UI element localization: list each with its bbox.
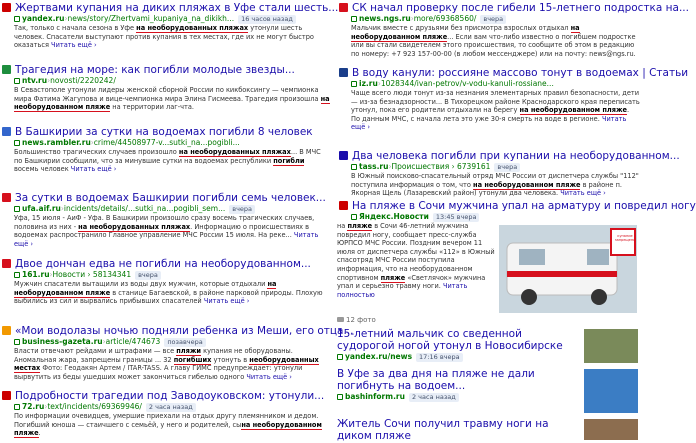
site-favicon-icon [339, 201, 348, 210]
search-result [337, 200, 696, 326]
result-domain[interactable]: news.ngs.ru [359, 14, 411, 23]
result-url[interactable] [337, 352, 580, 362]
search-result [0, 2, 339, 62]
time-badge: вчера [135, 271, 161, 280]
site-favicon-icon [2, 391, 11, 400]
result-url[interactable] [14, 76, 330, 86]
site-favicon-icon [2, 259, 11, 268]
search-result [0, 325, 354, 388]
result-title-link[interactable]: В воду канули: россияне массово тонут в водоемах | Статьи [352, 67, 689, 79]
result-title-link[interactable]: СК начал проверку после гибели 15-летнего подростка на... [352, 2, 689, 14]
lock-icon [14, 206, 20, 212]
url-separator: › [90, 138, 94, 147]
result-title-link[interactable]: Жертвами купания на диких пляжах в Уфе стали шесть... [15, 2, 339, 14]
time-badge: 2 часа назад [409, 393, 459, 402]
result-title-link[interactable]: Трагедия на море: как погибли молодые звезды... [15, 64, 295, 76]
result-url[interactable] [337, 392, 580, 402]
result-title[interactable] [0, 64, 330, 76]
result-title[interactable] [337, 67, 689, 79]
result-path[interactable]: incidents/details/...sutki_na...pogibli_sem... [63, 204, 226, 213]
site-favicon-icon [339, 68, 348, 77]
lock-icon [351, 81, 357, 87]
result-title-link[interactable]: В Уфе за два дня на пляже не дали погибнуть на водоем... [337, 368, 535, 392]
lock-icon [14, 339, 20, 345]
url-separator: › [377, 79, 381, 88]
result-snippet-text: Большинство трагических случаев произошло на необорудованных пляжах... В МЧС по Башкирии сообщили, что за минувшие сутки на водоемах республики погибли восемь человек [14, 148, 321, 174]
site-favicon-icon [2, 127, 11, 136]
result-path[interactable]: Происшествия › 6739161 [391, 162, 491, 171]
result-title[interactable] [337, 418, 580, 442]
lock-icon [14, 140, 20, 146]
site-favicon-icon [339, 151, 348, 160]
time-badge: 13:45 вчера [433, 213, 480, 222]
site-favicon-icon [2, 65, 11, 74]
result-title-link[interactable]: Два человека погибли при купании на необорудованном... [352, 150, 680, 162]
result-title[interactable] [0, 192, 330, 204]
url-separator: › [47, 76, 51, 85]
time-badge: 16 часов назад [238, 15, 296, 24]
result-snippet [14, 347, 330, 381]
result-snippet-text: Уфа, 15 июля - АиФ - Уфа. В Башкирии произошло сразу восемь трагических случаев, половина из них - на необорудованных пляжах. Информацию о происшествиях в водоемах распространило Главное управление МЧС России 15 июля. На реке... [14, 214, 315, 240]
search-result [337, 328, 640, 366]
result-url[interactable] [14, 337, 330, 347]
url-separator: › [388, 162, 392, 171]
result-path[interactable]: more/69368560/ [413, 14, 477, 23]
result-domain[interactable]: business-gazeta.ru [22, 337, 103, 346]
url-separator: › [410, 14, 414, 23]
result-title[interactable] [0, 126, 330, 138]
search-result [0, 390, 330, 443]
news-thumbnail[interactable] [584, 419, 638, 440]
result-snippet [337, 222, 495, 299]
result-snippet [351, 24, 640, 58]
url-separator: › [64, 14, 68, 23]
result-domain[interactable]: ntv.ru [22, 76, 48, 85]
result-snippet-text: Чаще всего люди тонут из-за незнания элементарных правил безопасности, дети — из-за безнадзорности... В Тихорецком районе Краснодарского края переписать утонул, пока его родители отдыхали на берегу на необорудованном пляже. По данным МЧС, с начала лета это уже 30-я смерть на воде в регионе. [351, 89, 640, 123]
time-badge: 17:16 вчера [416, 353, 463, 362]
result-domain[interactable]: bashinform.ru [345, 392, 405, 401]
result-url[interactable] [351, 212, 640, 222]
result-snippet [14, 412, 330, 438]
result-title-link[interactable]: 15-летний мальчик со сведенной судорогой ногой утонул в Новосибирске [337, 328, 563, 352]
result-domain[interactable]: yandex.ru [22, 14, 65, 23]
read-more-link[interactable]: Читать ещё › [203, 297, 250, 306]
camera-icon [337, 317, 344, 322]
result-snippet-text: В Южный поисково-спасательный отряд МЧС России от диспетчера службы "112" поступила информация о том, что на необорудованном пляже в районе п. Якорная Щель (Лазаревский район) утонули два человека. [351, 172, 639, 198]
result-snippet [14, 148, 330, 174]
photo-sign-text: купание запрещено [614, 234, 636, 242]
site-favicon-icon [2, 326, 11, 335]
result-snippet [351, 172, 640, 198]
result-snippet-text: В Севастополе утонули лидеры женской сборной России по кикбоксингу — чемпионка мира Фатима Жагупова и вице-чемпионка мира Элина Гисмеева. Трагедия произошла на необорудованном пляже на территории лаг-чта. [14, 86, 330, 112]
result-domain[interactable]: tass.ru [359, 162, 389, 171]
search-result [0, 192, 330, 256]
result-title-link[interactable]: Двое дончан едва не погибли на необорудованном... [15, 258, 311, 270]
result-url[interactable] [14, 402, 330, 412]
url-separator: › [60, 204, 64, 213]
photo-count-label: 12 фото [346, 316, 376, 324]
result-snippet-text: Мальчик вместе с друзьями без присмотра взрослых отдыхал на необорудованном пляже... Если вам что-либо известно о погибшем подростке или вы стали свидетелем этого происшествия, то сообщите об этом в редакцию по номеру: +7 923 157-00-00 (в любом мессенджере) или на почту: news@ngs.ru. [351, 24, 636, 58]
read-more-link[interactable]: Читать ещё › [70, 165, 117, 174]
site-favicon-icon [2, 193, 11, 202]
time-badge: вчера [480, 15, 506, 24]
search-result [337, 67, 689, 148]
result-path[interactable]: text/incidents/69369946/ [47, 402, 142, 411]
news-thumbnail[interactable] [584, 369, 638, 413]
result-url[interactable] [351, 79, 640, 89]
search-result [0, 258, 330, 323]
url-separator: › [44, 402, 48, 411]
result-title[interactable] [0, 2, 339, 14]
result-title-link[interactable]: Подробности трагедии под Заводоуковском: утонули... [15, 390, 325, 402]
read-more-link[interactable]: Читать ещё › [560, 189, 606, 198]
result-title-link[interactable]: На пляже в Сочи мужчина упал на арматуру и повредил ногу [352, 200, 696, 212]
result-url[interactable] [14, 14, 330, 24]
result-title[interactable] [0, 390, 330, 402]
read-more-link[interactable]: Читать ещё › [351, 114, 627, 132]
search-result [0, 126, 330, 190]
url-separator: › [102, 337, 106, 346]
result-path[interactable]: Новости › 58134341 [52, 270, 132, 279]
result-title[interactable] [337, 150, 680, 162]
result-title[interactable] [0, 325, 354, 337]
result-domain[interactable]: yandex.ru/news [345, 352, 413, 361]
result-url[interactable] [351, 14, 640, 24]
search-result [337, 2, 689, 65]
result-domain[interactable]: iz.ru [359, 79, 378, 88]
search-result [337, 368, 640, 416]
result-snippet [14, 86, 330, 112]
lock-icon [337, 354, 343, 360]
result-path[interactable]: 1028344/ivan-petrov/v-vodu-kanuli-rossiane... [380, 79, 554, 88]
result-title[interactable] [337, 368, 580, 392]
result-domain[interactable]: Яндекс.Новости [359, 212, 429, 221]
result-title[interactable] [337, 328, 580, 352]
result-title-link[interactable]: Житель Сочи получил травму ноги на диком пляже [337, 418, 549, 442]
result-path[interactable]: novosti/2220242/ [50, 76, 116, 85]
lock-icon [337, 394, 343, 400]
time-badge: позавчера [164, 338, 205, 347]
read-more-link[interactable]: Читать ещё › [246, 372, 292, 381]
lock-icon [351, 164, 357, 170]
search-result [337, 150, 680, 198]
time-badge: вчера [229, 205, 255, 214]
lock-icon [14, 16, 20, 22]
result-snippet-text: Так, только с начала сезона в Уфе на необорудованных пляжах утонули шесть человек. Спасатели выступают против купания в тех местах, где их не могут быстро оказаться [14, 24, 314, 50]
result-url[interactable] [351, 162, 640, 172]
result-domain[interactable]: 72.ru [22, 402, 45, 411]
lock-icon [14, 272, 20, 278]
result-title[interactable] [337, 200, 696, 212]
read-more-link[interactable]: Читать полностью [337, 282, 468, 299]
result-path[interactable]: crime/44508977-v...sutki_na...pogibli... [93, 138, 240, 147]
result-url[interactable] [14, 270, 330, 280]
result-snippet-text: Власти отвечают рейдами и штрафами — все пляжи купания не оборудованы. Аномальная жара, запрещены границы ... 32 погибших утонуть в необорудованных местах Фото: Геодакян Артем / ITAR-TASS. А главу ГИМС предупреждает: утонули вырвутить из беды ушедших может закончиться гибелью одного [14, 347, 319, 381]
result-snippet-text: Мужчин спасатели вытащили из воды двух мужчин, которые отдыхали на необорудованном пляже в станице Багаевской, в районе парковой природы. Плохую выбились из сил и вырвались прибывших спасателей [14, 280, 323, 306]
result-path[interactable]: news/story/Zhertvami_kupaniya_na_dikikh... [67, 14, 235, 23]
result-snippet [14, 24, 330, 50]
time-badge: вчера [494, 163, 520, 172]
result-domain[interactable]: ufa.aif.ru [22, 204, 61, 213]
lock-icon [351, 16, 357, 22]
time-badge: 2 часа назад [146, 403, 196, 412]
result-title-link[interactable]: За сутки в водоемах Башкирии погибли семь человек... [15, 192, 326, 204]
news-thumbnail[interactable] [584, 329, 638, 363]
lock-icon [351, 214, 357, 220]
result-path[interactable]: article/474673 [105, 337, 161, 346]
site-favicon-icon [339, 3, 348, 12]
result-snippet-text: на пляже в Сочи 46-летний мужчина повредил ногу, сообщает пресс-служба ЮРПСО МЧС России. Поздним вечером 11 июля от диспетчера службы «112» в Южный спасотряд МЧС России поступила информация, что на необорудованном спортивном пляже «Светлячок» мужчина упал и серьезно травму ноги. [337, 222, 495, 291]
result-url[interactable] [14, 138, 330, 148]
url-separator: › [49, 270, 53, 279]
read-more-link[interactable]: Читать ещё › [51, 41, 97, 50]
lock-icon [14, 78, 20, 84]
result-title-link[interactable]: В Башкирии за сутки на водоемах погибли 8 человек [15, 126, 313, 138]
result-title[interactable] [0, 258, 330, 270]
search-result [0, 64, 330, 124]
result-domain[interactable]: news.rambler.ru [22, 138, 91, 147]
read-more-link[interactable]: Читать ещё › [14, 231, 319, 248]
result-domain[interactable]: 161.ru [22, 270, 50, 279]
search-result [337, 418, 640, 443]
result-snippet [14, 280, 330, 306]
photo-count[interactable] [337, 316, 376, 324]
result-url[interactable] [14, 204, 330, 214]
result-title[interactable] [337, 2, 689, 14]
lock-icon [14, 404, 20, 410]
result-snippet [351, 89, 640, 132]
result-snippet [14, 214, 330, 248]
site-favicon-icon [2, 3, 11, 12]
result-snippet-text: По информации очевидцев, умершие приехали на отдых другу племянником и дедом. Погибший юноша — стаичшего с семьёй, у него и родителей, сына необорудованном пляже. [14, 412, 322, 438]
result-title-link[interactable]: «Мои водолазы ночью подняли ребенка из Меши, его отца... [15, 325, 354, 337]
